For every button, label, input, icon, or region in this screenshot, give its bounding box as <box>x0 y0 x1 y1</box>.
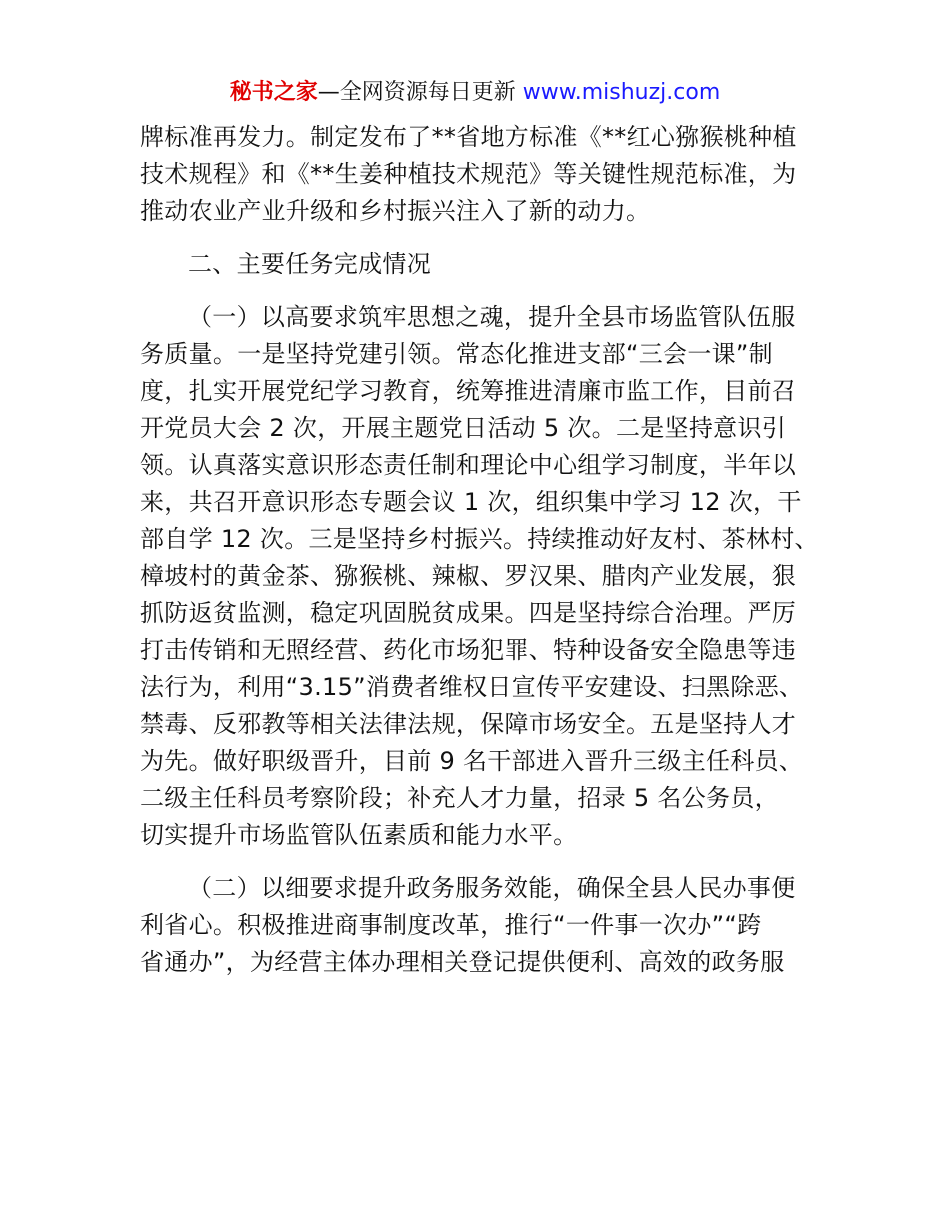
header-tagline: —全网资源每日更新 <box>317 80 523 105</box>
text-line: 切实提升市场监管队伍素质和能力水平。 <box>140 821 578 849</box>
paragraph <box>140 299 820 854</box>
text-line: 部自学 12 次。三是坚持乡村振兴。持续推动好友村、茶林村、 <box>140 525 819 553</box>
paragraph <box>140 870 820 981</box>
brand-name: 秘书之家 <box>229 80 318 105</box>
text-line: 打击传销和无照经营、药化市场犯罪、特种设备安全隐患等违 <box>140 636 797 664</box>
paragraph <box>140 119 820 230</box>
text-line: 二、主要任务完成情况 <box>188 250 431 278</box>
text-line: 推动农业产业升级和乡村振兴注入了新的动力。 <box>140 197 651 225</box>
page-header <box>0 78 950 108</box>
text-line: 牌标准再发力。制定发布了**省地方标准《**红心猕猴桃种植 <box>140 123 797 151</box>
text-line: 二级主任科员考察阶段；补充人才力量，招录 5 名公务员， <box>140 784 779 812</box>
text-line: 为先。做好职级晋升，目前 9 名干部进入晋升三级主任科员、 <box>140 747 804 775</box>
text-line: 开党员大会 2 次，开展主题党日活动 5 次。二是坚持意识引 <box>140 414 787 442</box>
text-line: （一）以高要求筑牢思想之魂，提升全县市场监管队伍服 <box>188 303 796 331</box>
section-heading <box>140 246 820 283</box>
text-line: 樟坡村的黄金茶、猕猴桃、辣椒、罗汉果、腊肉产业发展，狠 <box>140 562 797 590</box>
site-url-link[interactable]: www.mishuzj.com <box>522 80 721 105</box>
text-line: 领。认真落实意识形态责任制和理论中心组学习制度，半年以 <box>140 451 797 479</box>
text-line: （二）以细要求提升政务服务效能，确保全县人民办事便 <box>188 874 796 902</box>
text-line: 度，扎实开展党纪学习教育，统筹推进清廉市监工作，目前召 <box>140 377 797 405</box>
text-line: 来，共召开意识形态专题会议 1 次，组织集中学习 12 次，干 <box>140 488 802 516</box>
text-line: 务质量。一是坚持党建引领。常态化推进支部“三会一课”制 <box>140 340 773 368</box>
document-body <box>140 119 820 981</box>
text-line: 技术规程》和《**生姜种植技术规范》等关键性规范标准，为 <box>140 160 797 188</box>
text-line: 禁毒、反邪教等相关法律法规，保障市场安全。五是坚持人才 <box>140 710 797 738</box>
text-line: 利省心。积极推进商事制度改革，推行“一件事一次办”“跨 <box>140 911 762 939</box>
text-line: 法行为，利用“3.15”消费者维权日宣传平安建设、扫黑除恶、 <box>140 673 804 701</box>
text-line: 抓防返贫监测，稳定巩固脱贫成果。四是坚持综合治理。严厉 <box>140 599 797 627</box>
text-line: 省通办”，为经营主体办理相关登记提供便利、高效的政务服 <box>140 948 785 976</box>
